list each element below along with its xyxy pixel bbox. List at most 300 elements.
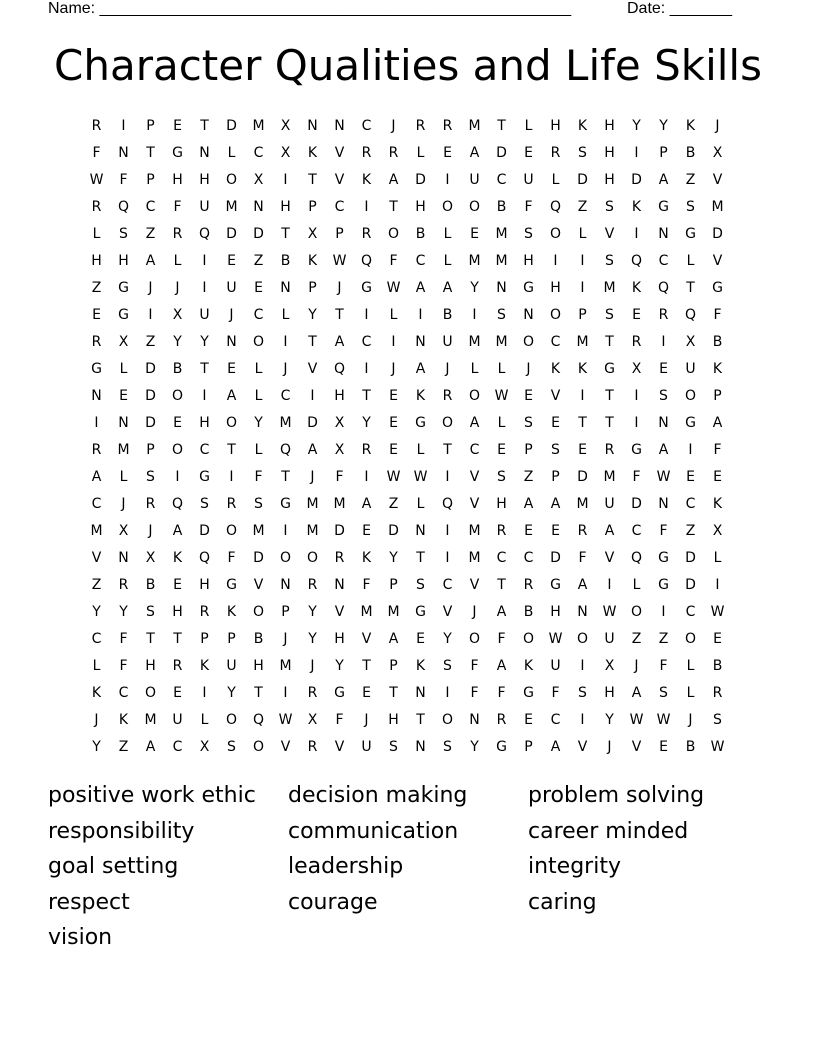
grid-letter: O <box>171 441 184 458</box>
grid-letter: V <box>604 549 615 566</box>
grid-letter: M <box>495 225 508 242</box>
grid-letter: E <box>173 117 182 134</box>
grid-letter: W <box>602 603 617 620</box>
word-list-item: responsibility <box>48 818 195 844</box>
grid-letter: X <box>118 522 129 539</box>
grid-letter: F <box>659 657 668 674</box>
grid-letter: N <box>280 279 291 296</box>
grid-letter: R <box>361 144 372 161</box>
grid-letter: N <box>469 711 480 728</box>
grid-letter: D <box>388 522 399 539</box>
grid-letter: L <box>200 711 209 728</box>
grid-letter: M <box>495 333 508 350</box>
grid-letter: F <box>254 468 263 485</box>
grid-letter: F <box>713 306 722 323</box>
grid-letter: I <box>472 306 477 323</box>
header-row <box>48 0 748 20</box>
grid-letter: T <box>254 684 263 701</box>
grid-letter: C <box>91 495 102 512</box>
word-list-item: integrity <box>528 854 621 879</box>
grid-letter: R <box>91 117 102 134</box>
grid-letter: Z <box>523 468 534 485</box>
grid-letter: M <box>117 441 130 458</box>
grid-letter: M <box>225 198 238 215</box>
grid-letter: A <box>226 387 237 404</box>
grid-letter: X <box>334 441 345 458</box>
grid-letter: B <box>496 198 507 215</box>
grid-letter: R <box>91 198 102 215</box>
grid-letter: J <box>148 522 153 539</box>
grid-letter: B <box>172 360 183 377</box>
grid-letter: P <box>146 171 155 188</box>
grid-letter: K <box>550 360 561 377</box>
grid-letter: K <box>199 657 210 674</box>
grid-letter: Y <box>308 630 317 647</box>
grid-letter: R <box>145 495 156 512</box>
grid-letter: P <box>659 144 668 161</box>
grid-letter: A <box>172 522 183 539</box>
grid-letter: Y <box>335 657 344 674</box>
grid-letter: N <box>523 306 534 323</box>
grid-letter: S <box>686 198 695 215</box>
grid-letter: K <box>91 684 102 701</box>
grid-letter: E <box>524 387 533 404</box>
grid-letter: B <box>523 603 534 620</box>
grid-letter: X <box>280 144 291 161</box>
grid-letter: O <box>441 711 454 728</box>
grid-letter: V <box>334 171 345 188</box>
grid-letter: P <box>146 117 155 134</box>
grid-letter: Q <box>171 495 184 512</box>
grid-letter: X <box>145 549 156 566</box>
grid-letter: P <box>227 630 236 647</box>
grid-letter: X <box>307 225 318 242</box>
grid-letter: G <box>415 414 426 431</box>
grid-letter: M <box>90 522 103 539</box>
grid-letter: L <box>497 414 506 431</box>
grid-letter: E <box>497 441 506 458</box>
grid-letter: S <box>551 441 560 458</box>
grid-letter: D <box>496 144 507 161</box>
grid-letter: D <box>199 522 210 539</box>
grid-letter: L <box>173 252 182 269</box>
grid-letter: L <box>254 387 263 404</box>
grid-letter: J <box>634 657 639 674</box>
grid-letter: O <box>225 171 238 188</box>
grid-letter: Y <box>605 711 614 728</box>
grid-letter: O <box>576 630 589 647</box>
grid-letter: P <box>146 441 155 458</box>
grid-letter: M <box>252 522 265 539</box>
grid-letter: H <box>280 198 291 215</box>
grid-letter: X <box>712 144 723 161</box>
grid-letter: L <box>524 117 533 134</box>
grid-letter: N <box>118 549 129 566</box>
grid-letter: X <box>118 333 129 350</box>
grid-letter: A <box>145 252 156 269</box>
grid-letter: Z <box>145 225 156 242</box>
grid-letter: U <box>442 333 453 350</box>
grid-letter: H <box>550 279 561 296</box>
grid-letter: N <box>577 603 588 620</box>
grid-letter: E <box>686 468 695 485</box>
grid-letter: A <box>415 360 426 377</box>
grid-letter: S <box>524 414 533 431</box>
grid-letter: T <box>308 333 317 350</box>
grid-letter: W <box>494 387 509 404</box>
grid-letter: P <box>524 738 533 755</box>
grid-letter: O <box>522 333 535 350</box>
grid-letter: H <box>604 684 615 701</box>
grid-letter: V <box>361 630 372 647</box>
grid-letter: X <box>604 657 615 674</box>
grid-letter: L <box>227 144 236 161</box>
grid-letter: O <box>144 684 157 701</box>
grid-letter: A <box>442 279 453 296</box>
grid-letter: H <box>172 171 183 188</box>
grid-letter: F <box>119 630 128 647</box>
grid-letter: W <box>278 711 293 728</box>
grid-letter: M <box>468 522 481 539</box>
grid-letter: W <box>656 468 671 485</box>
grid-letter: T <box>362 657 371 674</box>
grid-letter: J <box>310 468 315 485</box>
grid-letter: F <box>632 468 641 485</box>
grid-letter: E <box>551 522 560 539</box>
grid-letter: U <box>469 171 480 188</box>
grid-letter: F <box>578 549 587 566</box>
grid-letter: C <box>199 441 210 458</box>
grid-letter: T <box>362 387 371 404</box>
grid-letter: Z <box>388 495 399 512</box>
grid-letter: J <box>283 360 288 377</box>
grid-letter: U <box>226 279 237 296</box>
grid-letter: Q <box>441 495 454 512</box>
grid-letter: R <box>442 387 453 404</box>
grid-letter: L <box>686 657 695 674</box>
grid-letter: I <box>283 684 288 701</box>
grid-letter: A <box>523 495 534 512</box>
grid-letter: E <box>227 360 236 377</box>
grid-letter: I <box>634 225 639 242</box>
grid-letter: K <box>226 603 237 620</box>
grid-letter: E <box>524 144 533 161</box>
grid-letter: X <box>280 117 291 134</box>
grid-letter: J <box>391 360 396 377</box>
grid-letter: V <box>334 603 345 620</box>
word-list <box>48 778 768 956</box>
grid-letter: D <box>550 549 561 566</box>
grid-letter: J <box>688 711 693 728</box>
grid-letter: J <box>364 711 369 728</box>
grid-letter: N <box>280 576 291 593</box>
grid-letter: E <box>632 306 641 323</box>
grid-letter: K <box>712 495 723 512</box>
grid-letter: J <box>148 279 153 296</box>
grid-letter: V <box>442 603 453 620</box>
grid-letter: T <box>416 549 425 566</box>
grid-letter: A <box>712 414 723 431</box>
grid-letter: D <box>145 360 156 377</box>
grid-letter: C <box>145 198 156 215</box>
grid-letter: F <box>470 684 479 701</box>
grid-letter: N <box>334 576 345 593</box>
grid-letter: Y <box>119 603 128 620</box>
grid-letter: K <box>415 387 426 404</box>
grid-letter: K <box>577 360 588 377</box>
grid-letter: U <box>685 360 696 377</box>
grid-letter: C <box>685 495 696 512</box>
grid-letter: D <box>685 576 696 593</box>
grid-letter: S <box>578 684 587 701</box>
grid-letter: K <box>577 117 588 134</box>
grid-letter: P <box>308 198 317 215</box>
grid-letter: J <box>391 117 396 134</box>
grid-letter: I <box>283 171 288 188</box>
grid-letter: D <box>253 549 264 566</box>
grid-letter: U <box>172 711 183 728</box>
grid-letter: M <box>279 414 292 431</box>
grid-letter: M <box>468 252 481 269</box>
grid-letter: R <box>91 441 102 458</box>
grid-letter: O <box>306 549 319 566</box>
grid-letter: G <box>91 360 102 377</box>
grid-letter: W <box>89 171 104 188</box>
grid-letter: A <box>604 522 615 539</box>
grid-letter: V <box>604 225 615 242</box>
grid-letter: A <box>334 333 345 350</box>
grid-letter: M <box>576 333 589 350</box>
grid-letter: I <box>148 306 153 323</box>
grid-letter: H <box>604 144 615 161</box>
grid-letter: D <box>226 225 237 242</box>
grid-letter: O <box>441 198 454 215</box>
grid-letter: V <box>631 738 642 755</box>
grid-letter: C <box>550 333 561 350</box>
grid-letter: H <box>550 603 561 620</box>
grid-letter: W <box>413 468 428 485</box>
grid-letter: X <box>631 360 642 377</box>
grid-letter: A <box>361 495 372 512</box>
grid-letter: T <box>389 684 398 701</box>
grid-letter: K <box>523 657 534 674</box>
grid-letter: X <box>712 522 723 539</box>
grid-letter: H <box>388 711 399 728</box>
grid-letter: M <box>252 117 265 134</box>
grid-letter: P <box>281 603 290 620</box>
grid-letter: S <box>605 198 614 215</box>
grid-letter: D <box>145 414 156 431</box>
grid-letter: C <box>496 549 507 566</box>
grid-letter: A <box>658 441 669 458</box>
grid-letter: F <box>119 171 128 188</box>
grid-letter: I <box>202 252 207 269</box>
grid-letter: R <box>712 684 723 701</box>
grid-letter: N <box>226 333 237 350</box>
name-field[interactable]: Name: _____________________________________________________ <box>48 0 572 17</box>
grid-letter: P <box>524 441 533 458</box>
grid-letter: H <box>118 252 129 269</box>
grid-letter: E <box>173 414 182 431</box>
grid-letter: O <box>279 549 292 566</box>
grid-letter: I <box>580 657 585 674</box>
grid-letter: C <box>118 684 129 701</box>
grid-letter: Y <box>389 549 398 566</box>
grid-letter: I <box>445 171 450 188</box>
grid-letter: Y <box>659 117 668 134</box>
grid-letter: Z <box>253 252 264 269</box>
grid-letter: P <box>335 225 344 242</box>
grid-letter: H <box>145 657 156 674</box>
grid-letter: Q <box>198 549 211 566</box>
grid-letter: X <box>307 711 318 728</box>
grid-letter: A <box>307 441 318 458</box>
grid-letter: B <box>712 657 723 674</box>
grid-letter: O <box>252 333 265 350</box>
grid-letter: C <box>523 549 534 566</box>
grid-letter: U <box>226 657 237 674</box>
grid-letter: E <box>416 630 425 647</box>
date-field[interactable]: Date: _______ <box>627 0 732 17</box>
grid-letter: G <box>631 441 642 458</box>
grid-letter: L <box>92 657 101 674</box>
grid-letter: C <box>253 306 264 323</box>
grid-letter: C <box>469 441 480 458</box>
grid-letter: K <box>172 549 183 566</box>
grid-letter: C <box>631 522 642 539</box>
grid-letter: Q <box>252 711 265 728</box>
grid-letter: I <box>580 711 585 728</box>
grid-letter: Y <box>470 738 479 755</box>
grid-letter: K <box>631 279 642 296</box>
grid-letter: Y <box>227 684 236 701</box>
grid-letter: K <box>307 144 318 161</box>
grid-letter: H <box>334 387 345 404</box>
grid-letter: F <box>659 522 668 539</box>
grid-letter: E <box>92 306 101 323</box>
grid-letter: B <box>712 333 723 350</box>
grid-letter: P <box>578 306 587 323</box>
grid-letter: V <box>550 387 561 404</box>
grid-letter: G <box>361 279 372 296</box>
grid-letter: B <box>145 576 156 593</box>
grid-letter: S <box>146 468 155 485</box>
grid-letter: C <box>334 198 345 215</box>
grid-letter: S <box>416 576 425 593</box>
grid-letter: W <box>548 630 563 647</box>
grid-letter: P <box>389 576 398 593</box>
grid-letter: R <box>226 495 237 512</box>
grid-letter: L <box>443 252 452 269</box>
grid-letter: O <box>684 387 697 404</box>
grid-letter: K <box>415 657 426 674</box>
grid-letter: T <box>146 144 155 161</box>
grid-letter: O <box>630 603 643 620</box>
grid-letter: N <box>415 684 426 701</box>
grid-letter: U <box>199 306 210 323</box>
grid-letter: I <box>580 387 585 404</box>
grid-letter: Y <box>92 738 101 755</box>
grid-letter: R <box>577 522 588 539</box>
grid-letter: R <box>658 306 669 323</box>
grid-letter: S <box>524 225 533 242</box>
grid-letter: D <box>307 414 318 431</box>
grid-letter: H <box>496 495 507 512</box>
grid-letter: I <box>391 333 396 350</box>
grid-letter: B <box>280 252 291 269</box>
grid-letter: Y <box>173 333 182 350</box>
page-title: Character Qualities and Life Skills <box>54 41 762 90</box>
grid-letter: E <box>389 441 398 458</box>
grid-letter: I <box>364 198 369 215</box>
grid-letter: J <box>310 657 315 674</box>
grid-letter: V <box>712 252 723 269</box>
grid-letter: M <box>333 495 346 512</box>
grid-letter: F <box>497 684 506 701</box>
grid-letter: G <box>658 198 669 215</box>
grid-letter: H <box>91 252 102 269</box>
grid-letter: I <box>445 522 450 539</box>
grid-letter: O <box>522 630 535 647</box>
word-list-item: career minded <box>528 818 689 844</box>
grid-letter: O <box>225 522 238 539</box>
grid-letter: C <box>280 387 291 404</box>
grid-letter: H <box>415 198 426 215</box>
grid-letter: T <box>497 117 506 134</box>
grid-letter: R <box>388 144 399 161</box>
grid-letter: M <box>468 549 481 566</box>
grid-letter: I <box>364 468 369 485</box>
grid-letter: N <box>199 144 210 161</box>
grid-letter: N <box>118 414 129 431</box>
grid-letter: Q <box>117 198 130 215</box>
grid-letter: T <box>146 630 155 647</box>
grid-letter: G <box>199 468 210 485</box>
grid-letter: R <box>307 684 318 701</box>
grid-letter: R <box>604 441 615 458</box>
grid-letter: J <box>472 603 477 620</box>
grid-letter: Y <box>92 603 101 620</box>
grid-letter: S <box>497 468 506 485</box>
grid-letter: G <box>334 684 345 701</box>
grid-letter: D <box>145 387 156 404</box>
grid-letter: Z <box>91 279 102 296</box>
grid-letter: J <box>121 495 126 512</box>
grid-letter: L <box>416 144 425 161</box>
grid-letter: S <box>443 657 452 674</box>
grid-letter: I <box>202 684 207 701</box>
grid-letter: O <box>252 738 265 755</box>
grid-letter: F <box>92 144 101 161</box>
grid-letter: G <box>604 360 615 377</box>
grid-letter: G <box>118 279 129 296</box>
grid-letter: V <box>91 549 102 566</box>
grid-letter: O <box>225 711 238 728</box>
grid-letter: R <box>496 522 507 539</box>
grid-letter: V <box>307 360 318 377</box>
grid-letter: C <box>91 630 102 647</box>
grid-letter: J <box>445 360 450 377</box>
grid-letter: R <box>199 603 210 620</box>
grid-letter: G <box>523 279 534 296</box>
grid-letter: R <box>307 738 318 755</box>
grid-letter: T <box>173 630 182 647</box>
grid-letter: F <box>173 198 182 215</box>
grid-letter: O <box>549 306 562 323</box>
grid-letter: J <box>175 279 180 296</box>
grid-letter: T <box>227 441 236 458</box>
grid-letter: T <box>389 198 398 215</box>
